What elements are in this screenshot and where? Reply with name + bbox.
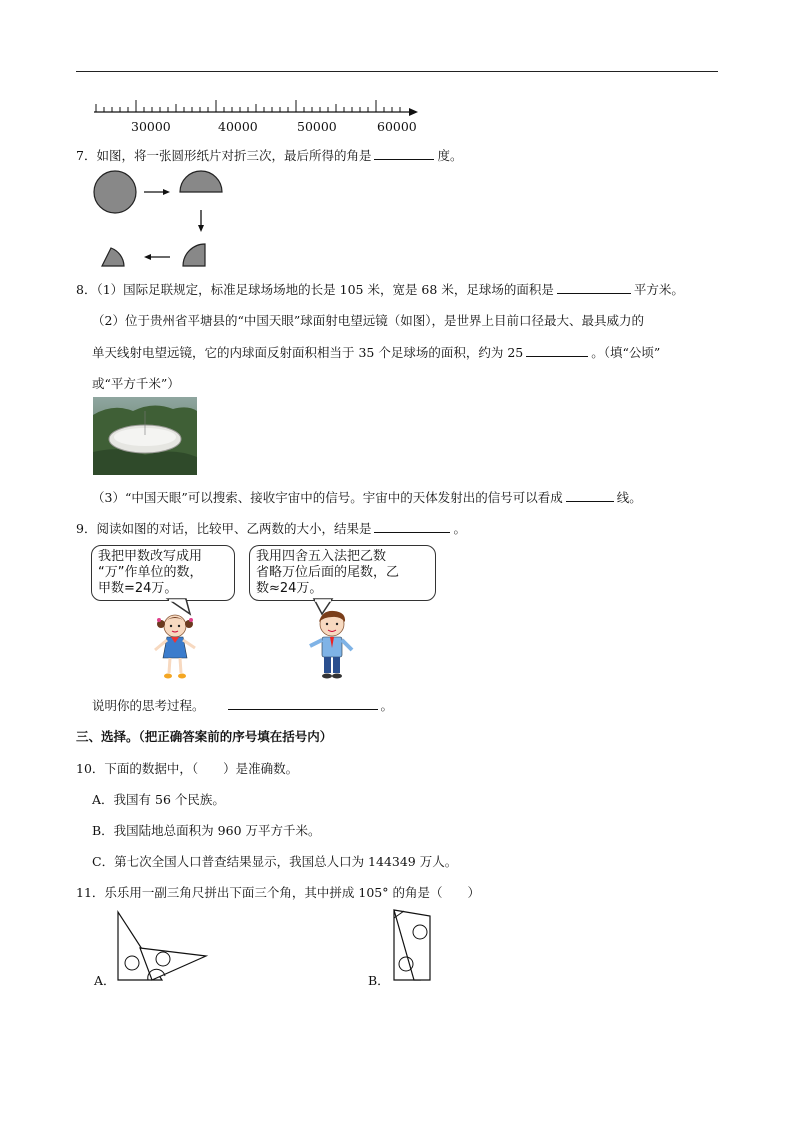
section-title: 三、选择。（把正确答案前的序号填在括号内）: [76, 729, 333, 744]
question-suffix: 度。: [437, 148, 463, 163]
question-8-part-2-line3: 或“平方千米”）: [92, 376, 180, 391]
option-b[interactable]: B．我国陆地总面积为 960 万平方千米。: [92, 823, 321, 838]
option-a-label[interactable]: A．: [94, 973, 116, 988]
number-line-label: 50000: [297, 119, 337, 134]
number-line-label: 30000: [131, 119, 171, 134]
triangle-set-b-figure[interactable]: [390, 906, 450, 986]
question-text: 如图，将一张圆形纸片对折三次，最后所得的角是: [96, 148, 372, 163]
triangle-set-a-figure[interactable]: [110, 906, 210, 984]
question-number: 9．: [76, 521, 97, 536]
option-a[interactable]: A．我国有 56 个民族。: [92, 792, 225, 807]
question-suffix: 。: [453, 521, 466, 536]
question-text: 单天线射电望远镜，它的内球面反射面积相当于 35 个足球场的面积，约为 25: [92, 345, 524, 360]
question-text: 。（填“公顷”: [591, 345, 661, 360]
question-suffix: 。: [380, 698, 394, 713]
option-b-label[interactable]: B．: [368, 973, 390, 988]
question-text: 下面的数据中，（ ）是准确数。: [104, 761, 299, 776]
number-line-label: 40000: [218, 119, 258, 134]
question-text: （1）国际足联规定，标准足球场场地的长是 105 米，宽是 68 米，足球场的面积是: [96, 282, 554, 297]
option-c[interactable]: C．第七次全国人口普查结果显示，我国总人口为 144349 万人。: [92, 854, 458, 869]
question-number: 7．: [76, 148, 97, 163]
girl-illustration: [147, 610, 203, 682]
boy-illustration: [304, 608, 360, 684]
question-9-explain: [92, 696, 393, 714]
question-text: 阅读如图的对话，比较甲、乙两数的大小，结果是: [96, 521, 372, 536]
question-suffix: 线。: [616, 490, 642, 505]
question-text: 说明你的思考过程。: [92, 698, 205, 713]
question-text: （3）“中国天眼”可以搜索、接收宇宙中的信号。宇宙中的天体发射出的信号可以看成: [92, 490, 563, 505]
number-line-label: 60000: [377, 119, 417, 134]
question-11: [76, 883, 480, 901]
speech-bubble-right: 我用四舍五入法把乙数 省略万位后面的尾数，乙 数≈24万。: [249, 545, 436, 601]
question-text: 乐乐用一副三角尺拼出下面三个角，其中拼成 105° 的角是（ ）: [104, 885, 480, 900]
question-suffix: 平方米。: [633, 282, 684, 297]
question-number: 10．: [76, 761, 105, 776]
answer-blank[interactable]: [228, 697, 378, 710]
question-8-part-2-line1: （2）位于贵州省平塘县的“中国天眼”球面射电望远镜（如图），是世界上目前口径最大、最具威力的: [92, 313, 644, 328]
question-number: 8．: [76, 282, 97, 297]
speech-bubble-left: 我把甲数改写成用 “万”作单位的数， 甲数=24万。: [91, 545, 235, 601]
question-number: 11．: [76, 885, 105, 900]
question-10: [76, 759, 298, 777]
